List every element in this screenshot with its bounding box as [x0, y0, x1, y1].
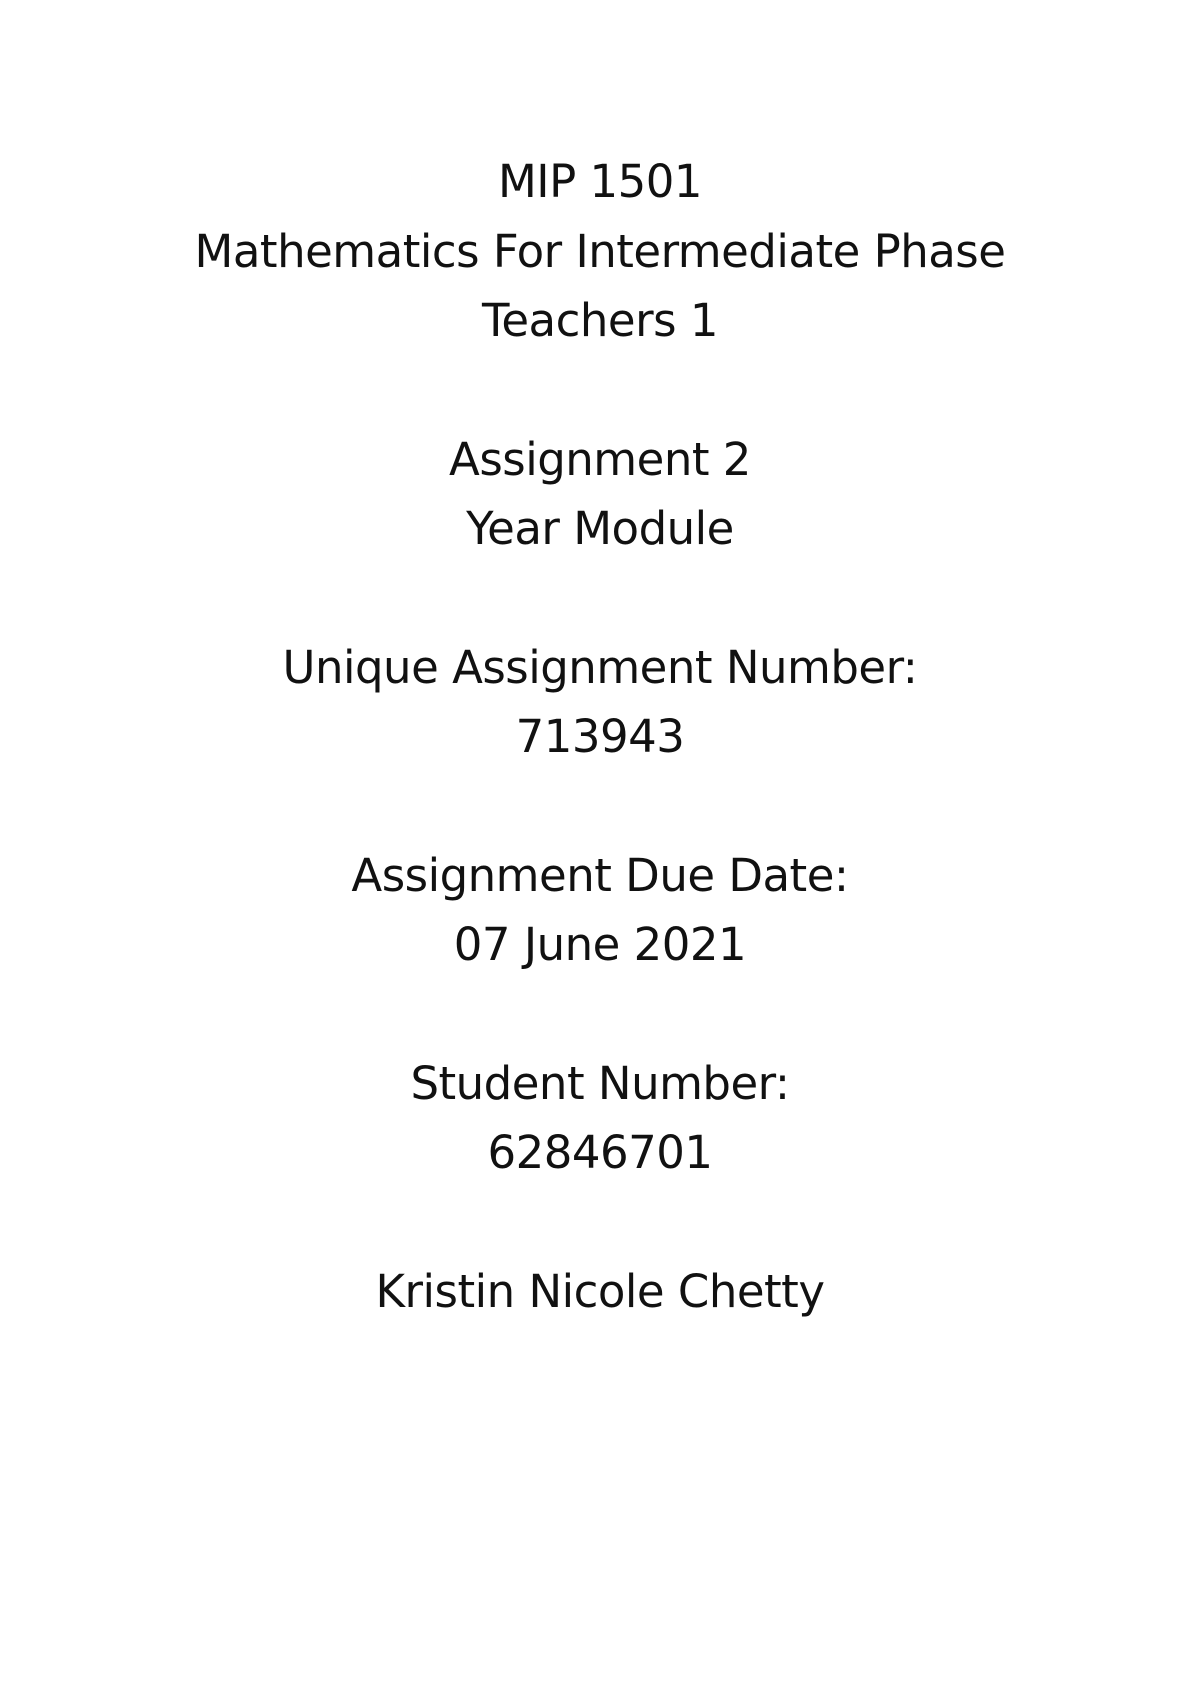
- unique-number-label: Unique Assignment Number:: [282, 641, 918, 694]
- course-title-line2: Teachers 1: [482, 294, 718, 347]
- course-title-line1: Mathematics For Intermediate Phase: [194, 225, 1006, 278]
- assignment-title: Assignment 2: [449, 433, 751, 486]
- module-type: Year Module: [466, 502, 734, 555]
- due-date-value: 07 June 2021: [453, 918, 747, 971]
- unique-number-value: 713943: [515, 710, 685, 763]
- course-code: MIP 1501: [497, 155, 703, 208]
- student-name: Kristin Nicole Chetty: [375, 1265, 825, 1318]
- student-number-value: 62846701: [487, 1126, 713, 1179]
- student-number-label: Student Number:: [410, 1057, 790, 1110]
- due-date-label: Assignment Due Date:: [351, 849, 849, 902]
